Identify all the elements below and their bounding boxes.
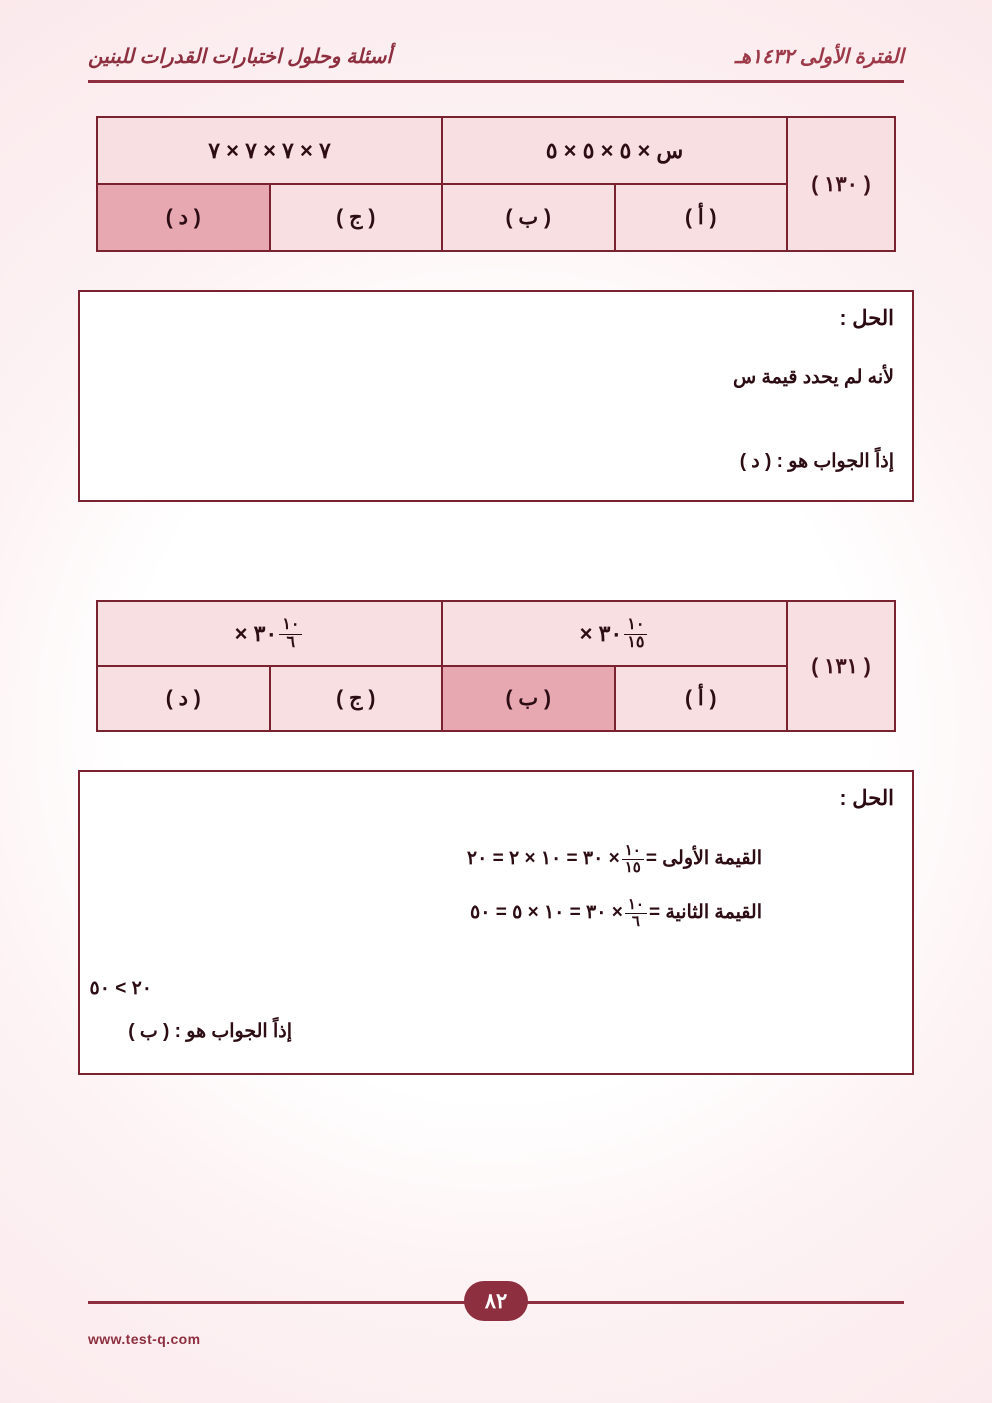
question-131-expression-right — [98, 602, 441, 665]
header-divider — [88, 80, 904, 83]
fraction-10-6: $\frac{١٠}{٦}$ — [279, 617, 302, 652]
header-book-title: أسئلة وحلول اختبارات القدرات للبنين — [88, 46, 392, 68]
question-131-option-d[interactable]: ( د ) — [165, 687, 201, 710]
question-130-option-c[interactable]: ( ج ) — [269, 185, 442, 250]
fraction-10-15: $\frac{١٠}{١٥}$ — [624, 617, 647, 652]
footer-website-url[interactable]: www.test-q.com — [88, 1331, 201, 1347]
page-header — [88, 44, 904, 90]
solution-131-comparison: ٢٠ > ٥٠ — [89, 978, 152, 999]
question-130-number: ( ١٣٠ ) — [786, 118, 894, 250]
page-footer — [88, 1281, 904, 1361]
question-131-solution-box — [78, 770, 914, 1075]
question-130-option-b[interactable]: ( ب ) — [441, 185, 614, 250]
solution-131-line-1-label: القيمة الأولى = — [645, 847, 762, 869]
question-130-solution-box — [78, 290, 914, 502]
solution-131-line-1 — [467, 842, 762, 875]
solution-131-line-2 — [470, 896, 762, 929]
question-130-expression-left: س × ٥ × ٥ × ٥ — [441, 118, 786, 183]
solution-131-line-2-label: القيمة الثانية = — [648, 901, 762, 923]
solution-130-title: الحل : — [839, 307, 894, 330]
question-130-option-d[interactable]: ( د ) — [98, 185, 269, 250]
fraction-10-15-solution: $\frac{١٠}{١٥}$ — [622, 843, 644, 876]
question-131-option-a[interactable]: ( أ ) — [614, 667, 787, 730]
solution-131-line-2-rest: × ٣٠ = ١٠ × ٥ = ٥٠ — [470, 901, 623, 923]
solution-130-conclusion: إذاً الجواب هو : ( د ) — [739, 451, 894, 472]
solution-131-conclusion: إذاً الجواب هو : ( ب ) — [128, 1021, 292, 1042]
question-131-number: ( ١٣١ ) — [786, 602, 894, 730]
question-130-option-a[interactable]: ( أ ) — [614, 185, 787, 250]
question-131-options-table — [96, 600, 896, 732]
solution-131-title: الحل : — [839, 787, 894, 810]
fraction-10-6-solution: $\frac{١٠}{٦}$ — [625, 897, 647, 930]
question-131-option-b[interactable]: ( ب ) — [441, 667, 614, 730]
question-131-expression-right-prefix: ٣٠ × — [234, 620, 278, 646]
solution-131-line-1-rest: × ٣٠ = ١٠ × ٢ = ٢٠ — [466, 847, 620, 869]
solution-130-reason: لأنه لم يحدد قيمة س — [732, 367, 894, 388]
header-period-title: الفترة الأولى ١٤٣٢هـ — [734, 46, 904, 68]
question-130-options-table — [96, 116, 896, 252]
question-131-expression-left — [441, 602, 786, 665]
question-131-option-c[interactable]: ( ج ) — [269, 667, 442, 730]
question-130-expression-right: ٧ × ٧ × ٧ × ٧ — [208, 137, 331, 163]
page-number-badge: ٨٢ — [464, 1281, 528, 1321]
question-131-expression-left-prefix: ٣٠ × — [579, 620, 623, 646]
